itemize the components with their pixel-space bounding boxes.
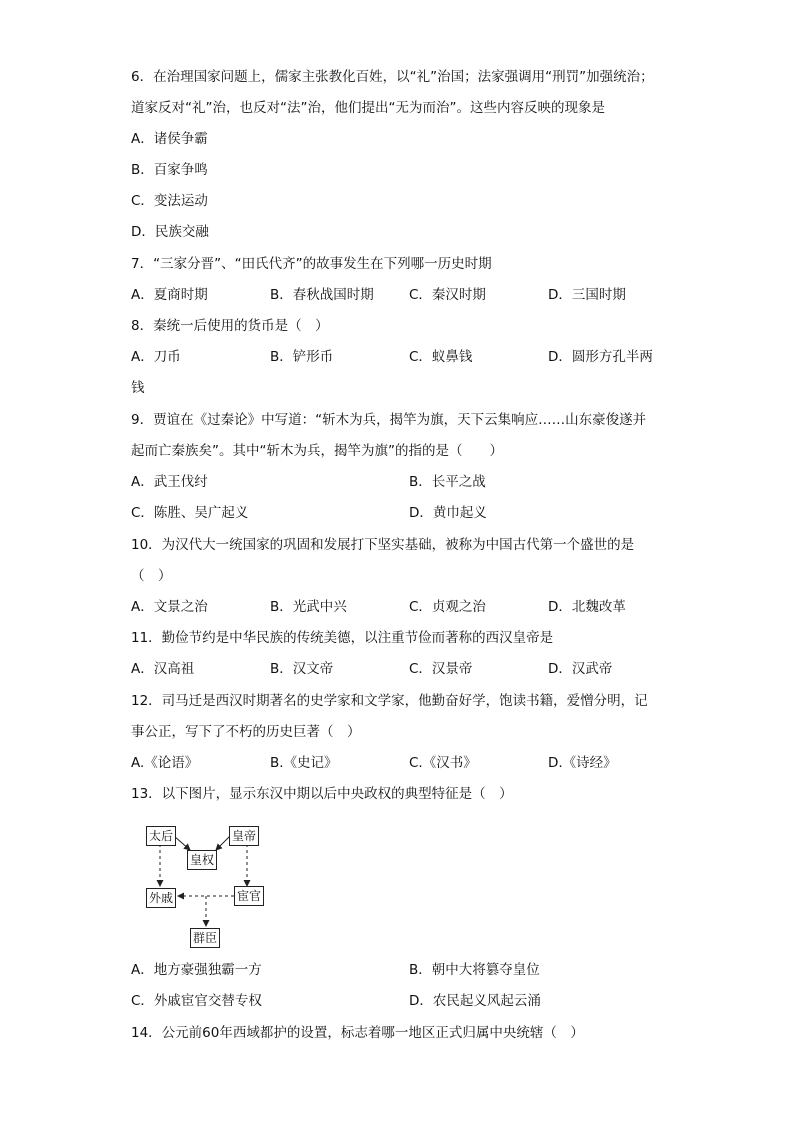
q9-option-d: D．黄巾起义 bbox=[409, 505, 487, 521]
q13-option-a: A．地方豪强独霸一方 bbox=[131, 962, 262, 978]
q8-option-b: B．铲形币 bbox=[270, 349, 334, 365]
q11-option-c: C．汉景帝 bbox=[409, 661, 473, 677]
q8-option-a: A．刀币 bbox=[131, 349, 181, 365]
q6-stem-line2: 道家反对“礼”治，也反对“法”治，他们提出“无为而治”。这些内容反映的现象是 bbox=[131, 100, 605, 116]
q10-option-b: B．光武中兴 bbox=[270, 599, 347, 615]
node-qunchen: 群臣 bbox=[190, 928, 220, 948]
q6-option-a: A．诸侯争霸 bbox=[131, 131, 208, 147]
q12-option-b: B.《史记》 bbox=[270, 755, 338, 771]
q13-stem: 13．以下图片，显示东汉中期以后中央政权的典型特征是（ ） bbox=[131, 786, 513, 802]
q12-stem-line1: 12．司马迁是西汉时期著名的史学家和文学家，他勤奋好学，饱读书籍，爱憎分明，记 bbox=[131, 693, 648, 709]
q12-option-d: D.《诗经》 bbox=[548, 755, 617, 771]
q13-option-b: B．朝中大将篡夺皇位 bbox=[409, 962, 540, 978]
q6-option-d: D．民族交融 bbox=[131, 224, 209, 240]
q7-option-b: B．春秋战国时期 bbox=[270, 287, 374, 303]
q12-stem-line2: 事公正，写下了不朽的历史巨著（ ） bbox=[131, 724, 361, 740]
q9-stem-line2: 起而亡秦族矣”。其中“斩木为兵，揭竿为旗”的指的是（ ） bbox=[131, 443, 503, 459]
q10-option-c: C．贞观之治 bbox=[409, 599, 486, 615]
q7-stem: 7．“三家分晋”、“田氏代齐”的故事发生在下列哪一历史时期 bbox=[131, 256, 492, 272]
q6-option-b: B．百家争鸣 bbox=[131, 162, 208, 178]
q8-option-d: D．圆形方孔半两 bbox=[548, 349, 653, 365]
q11-option-a: A．汉高祖 bbox=[131, 661, 195, 677]
arrow-huangdi-huangquan bbox=[216, 836, 230, 850]
q10-stem-line1: 10．为汉代大一统国家的巩固和发展打下坚实基础，被称为中国古代第一个盛世的是 bbox=[131, 537, 635, 553]
q8-stem: 8．秦统一后使用的货币是（ ） bbox=[131, 318, 329, 334]
q13-option-c: C．外戚宦官交替专权 bbox=[131, 993, 262, 1009]
power-structure-diagram bbox=[144, 822, 269, 952]
q11-option-d: D．汉武帝 bbox=[548, 661, 613, 677]
q11-option-b: B．汉文帝 bbox=[270, 661, 334, 677]
q12-option-a: A.《论语》 bbox=[131, 755, 199, 771]
q9-option-a: A．武王伐纣 bbox=[131, 474, 208, 490]
q6-stem-line1: 6．在治理国家问题上，儒家主张教化百姓，以“礼”治国；法家强调用“刑罚”加强统治； bbox=[131, 69, 654, 85]
node-huanguan: 宦官 bbox=[234, 886, 264, 906]
q8-option-d-wrap: 钱 bbox=[131, 380, 145, 396]
q9-option-b: B．长平之战 bbox=[409, 474, 486, 490]
q8-option-c: C．蚁鼻钱 bbox=[409, 349, 473, 365]
q7-option-d: D．三国时期 bbox=[548, 287, 626, 303]
q9-option-c: C．陈胜、吴广起义 bbox=[131, 505, 249, 521]
q14-stem: 14．公元前60年西域都护的设置，标志着哪一地区正式归属中央统辖（ ） bbox=[131, 1025, 584, 1041]
q11-stem: 11．勤俭节约是中华民族的传统美德，以注重节俭而著称的西汉皇帝是 bbox=[131, 630, 554, 646]
node-huangdi: 皇帝 bbox=[229, 826, 259, 846]
node-huangquan: 皇权 bbox=[187, 850, 217, 870]
q6-option-c: C．变法运动 bbox=[131, 193, 208, 209]
node-taihou: 太后 bbox=[146, 826, 176, 846]
q7-option-a: A．夏商时期 bbox=[131, 287, 208, 303]
arrow-taihou-huangquan bbox=[174, 836, 190, 850]
q13-option-d: D．农民起义风起云涌 bbox=[409, 993, 541, 1009]
q12-option-c: C.《汉书》 bbox=[409, 755, 477, 771]
q10-option-a: A．文景之治 bbox=[131, 599, 208, 615]
q7-option-c: C．秦汉时期 bbox=[409, 287, 486, 303]
node-waiqi: 外戚 bbox=[146, 888, 176, 908]
q10-option-d: D．北魏改革 bbox=[548, 599, 626, 615]
q10-stem-line2: （ ） bbox=[131, 568, 172, 584]
q9-stem-line1: 9．贾谊在《过秦论》中写道：“斩木为兵，揭竿为旗，天下云集响应……山东豪俊遂并 bbox=[131, 412, 647, 428]
